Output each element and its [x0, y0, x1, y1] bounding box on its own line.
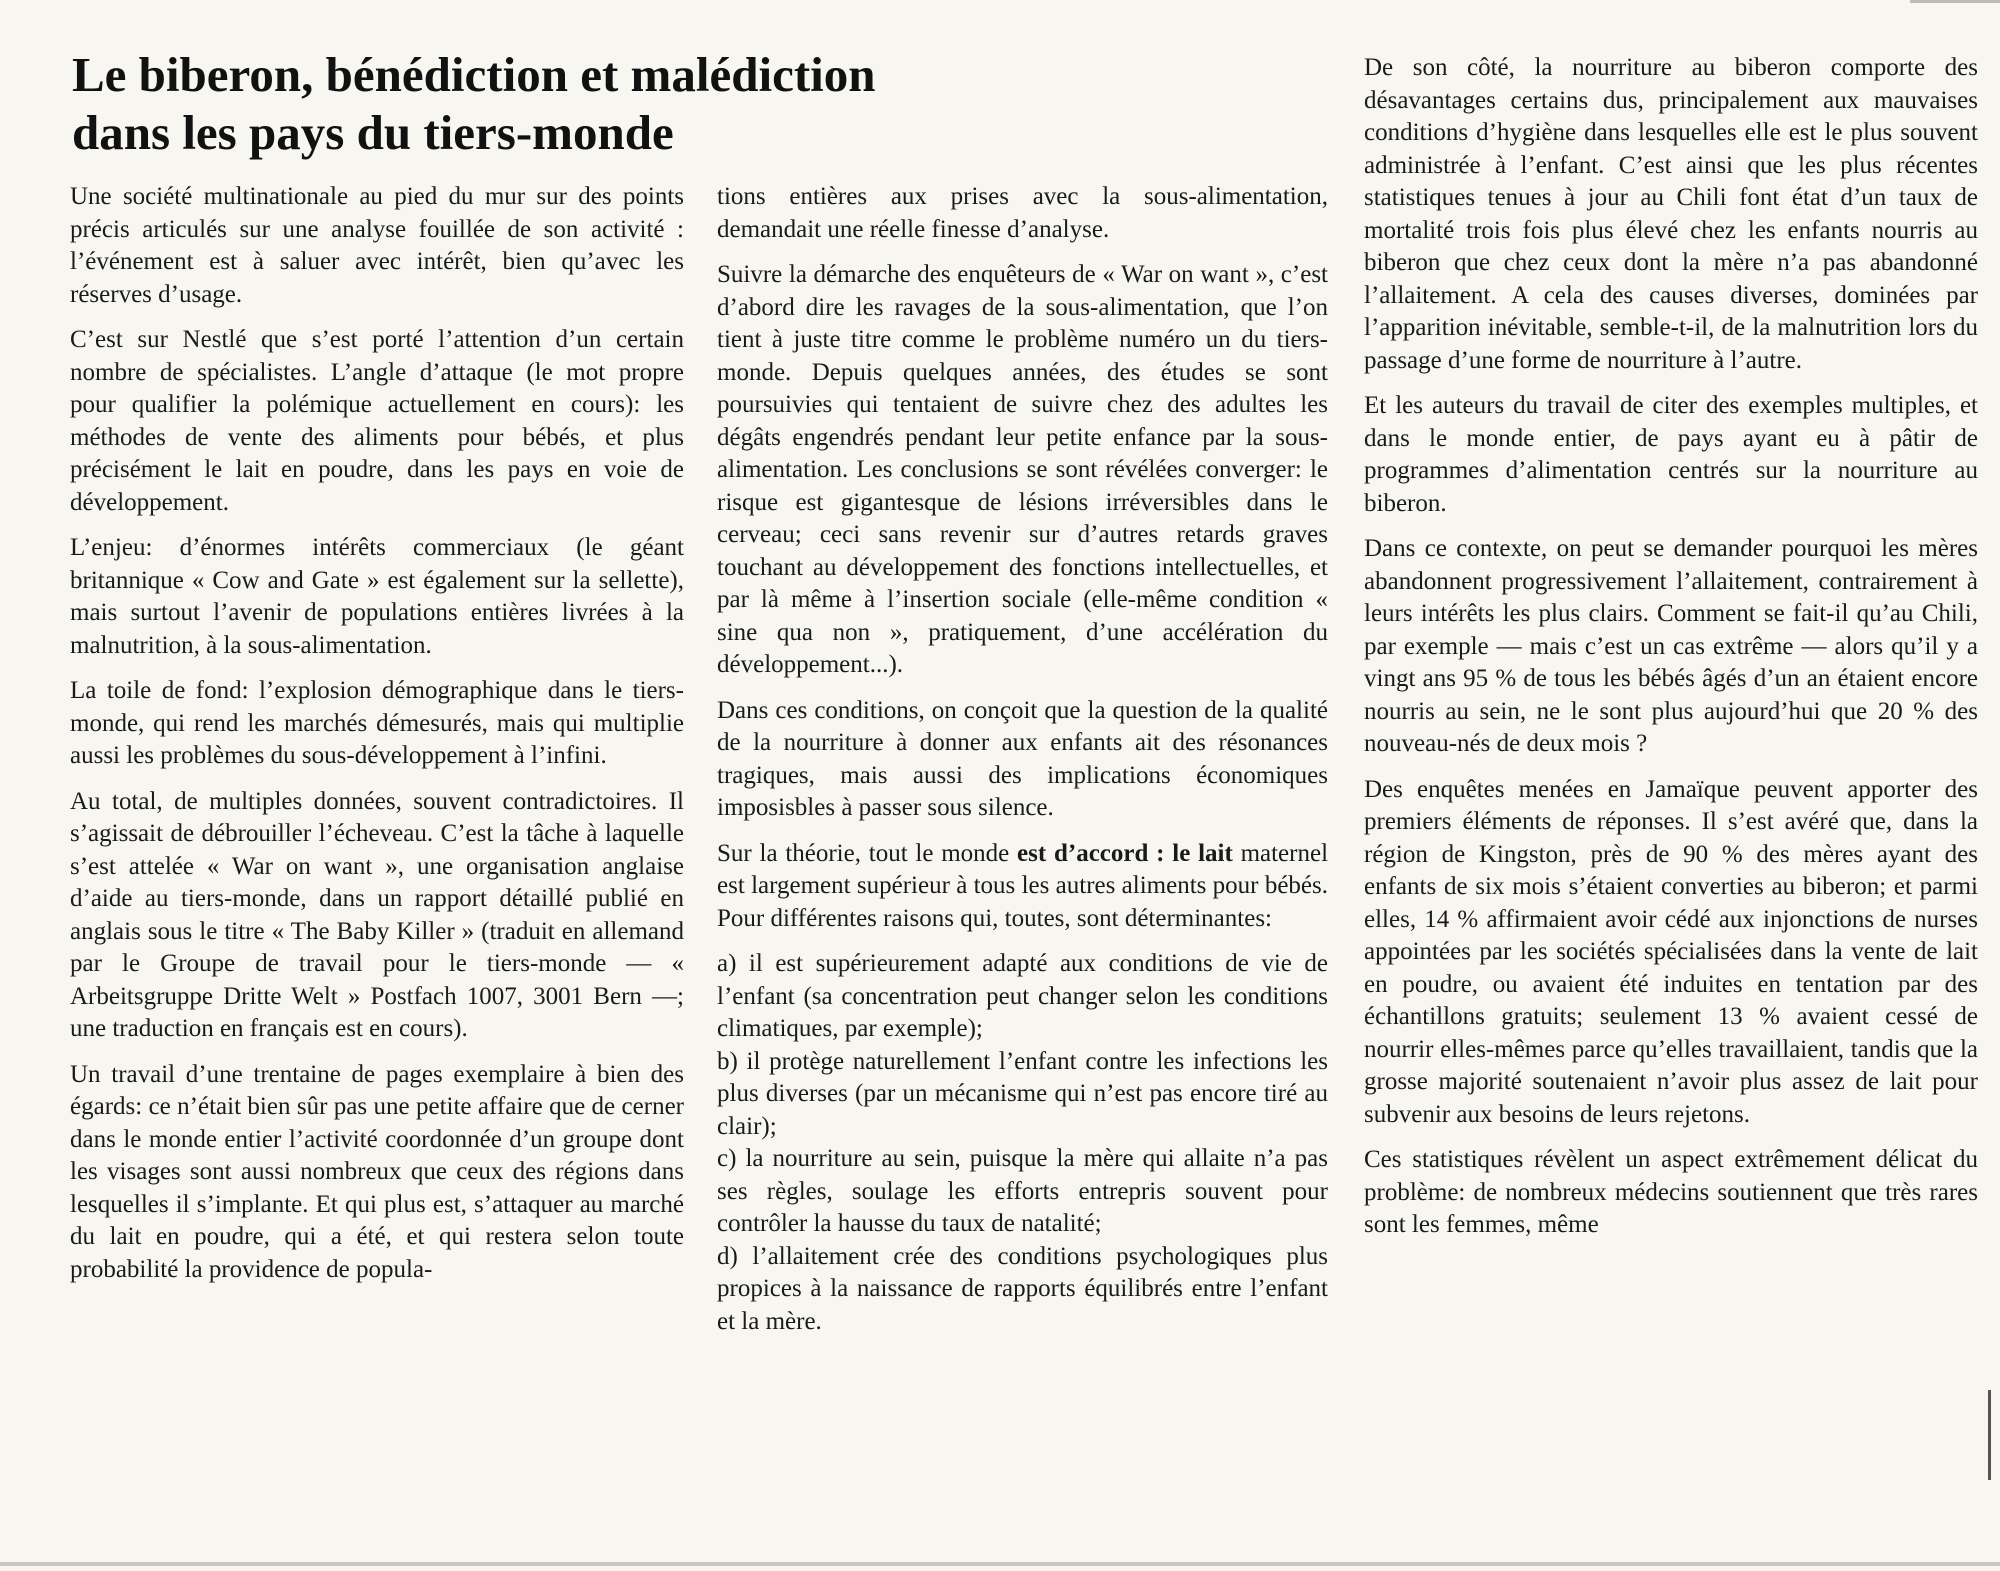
- paragraph: Des enquêtes menées en Jamaïque peuvent apporter des premiers éléments de réponses. Il s’est avéré que, dans la région de Kingston, près de 90 % des mères ayant des enfants de six mois s’étaient converties au biberon; et parmi elles, 14 % affirmaient avoir cédé aux injonctions de nurses appointées par les sociétés spécialisées dans la vente de lait en poudre, ou avaient été induites en tentation par des échantillons gratuits; seulement 13 % avaient cessé de nourrir elles-mêmes parce qu’elles travaillaient, tandis que la grosse majorité soutenaient n’avoir plus assez de lait pour subvenir aux besoins de leurs rejetons.: [1364, 775, 1978, 1128]
- paragraph: Ces statistiques révèlent un aspect extrêmement délicat du problème: de nombreux médecins soutiennent que très rares sont les femmes, même: [1364, 1146, 1978, 1238]
- bottom-edge-rule: [0, 1562, 2000, 1566]
- list-item-b: b) il protège naturellement l’enfant contre les infections les plus diverses (par un mécanisme qui n’est pas encore tiré au clair);: [717, 1047, 1328, 1140]
- paragraph: Suivre la démarche des enquêteurs de « War on want », c’est d’abord dire les ravages de la sous-alimentation, que l’on tient à juste titre comme le problème numéro un du tiers-monde. Depuis quelques années, des études se sont poursuivies qui tentaient de suivre chez des adultes les dégâts engendrés pendant leur petite enfance par la sous-alimentation. Les conclusions se sont révélées converger: le risque est gigantesque de lésions irréversibles dans le cerveau; ceci sans revenir sur d’autres retards graves touchant au développement des fonctions intellectuelles, et par là même à l’insertion sociale (elle-même condition « sine qua non », pratiquement, d’une accélération du développement...).: [717, 261, 1328, 678]
- article-title-line-2: dans les pays du tiers-monde: [72, 105, 674, 160]
- text-run: Sur la théorie, tout le monde: [717, 839, 1018, 867]
- paragraph: Au total, de multiples données, souvent contradictoires. Il s’agissait de débrouiller l’écheveau. C’est la tâche à laquelle s’est attelée « War on want », une organisation anglaise d’aide au tiers-monde, dans un rapport détaillé publié en anglais sous le titre « The Baby Killer » (traduit en allemand par le Groupe de travail pour le tiers-monde — « Arbeitsgruppe Dritte Welt » Postfach 1007, 3001 Bern —; une traduction en français est en cours).: [70, 787, 684, 1042]
- paragraph: Un travail d’une trentaine de pages exemplaire à bien des égards: ce n’était bien sûr pas une petite affaire que de cerner dans le monde entier l’activité coordonnée d’un groupe dont les visages sont aussi nombreux que ceux des régions dans lesquelles il s’implante. Et qui plus est, s’attaquer au marché du lait en poudre, qui a été, et qui restera selon toute probabilité la providence de popula-: [70, 1060, 684, 1283]
- paragraph: [717, 838, 1328, 936]
- paragraph: De son côté, la nourriture au biberon comporte des désavantages certains dus, principalement aux mauvaises conditions d’hygiène dans lesquelles elle est le plus souvent administrée à l’enfant. C’est ainsi que les plus récentes statistiques tenues à jour au Chili font état d’un taux de mortalité trois fois plus élevé chez les enfants nourris au biberon que chez ceux dont la mère n’a pas abandonné l’allaitement. A cela des causes diverses, dominées par l’apparition inévitable, semble-t-il, de la malnutrition lors du passage d’une forme de nourriture à l’autre.: [1364, 54, 1978, 374]
- paragraph: L’enjeu: d’énormes intérêts commerciaux (le géant britannique « Cow and Gate » est également sur la sellette), mais surtout l’avenir de populations entières livrées à la malnutrition, à la sous-alimentation.: [70, 534, 684, 659]
- emphasized-text: est d’accord : le lait: [1017, 839, 1233, 867]
- article-column-1: [70, 181, 684, 1299]
- article-column-2: [717, 181, 1328, 1338]
- paragraph: Et les auteurs du travail de citer des exemples multiples, et dans le monde entier, de pays ayant eu à pâtir de programmes d’alimentation centrés sur la nourriture au biberon.: [1364, 392, 1978, 517]
- paragraph: C’est sur Nestlé que s’est porté l’attention d’un certain nombre de spécialistes. L’angle d’attaque (le mot propre pour qualifier la polémique actuellement en cours): les méthodes de vente des aliments pour bébés, et plus précisément le lait en poudre, dans les pays en voie de développement.: [70, 326, 684, 516]
- text-run: maternel est largement supérieur à tous les autres aliments pour bébés. Pour différentes raisons qui, toutes, sont déterminantes:: [717, 839, 1329, 932]
- list-item-d: d) l’allaitement crée des conditions psychologiques plus propices à la naissance de rapports équilibrés entre l’enfant et la mère.: [717, 1242, 1328, 1335]
- article-title: [72, 46, 932, 162]
- top-edge-rule: [1910, 0, 2000, 3]
- paragraph: La toile de fond: l’explosion démographique dans le tiers-monde, qui rend les marchés démesurés, mais qui multiplie aussi les problèmes du sous-développement à l’infini.: [70, 677, 684, 769]
- paragraph: Dans ce contexte, on peut se demander pourquoi les mères abandonnent progressivement l’allaitement, contrairement à leurs intérêts les plus clairs. Comment se fait-il qu’au Chili, par exemple — mais c’est un cas extrême — alors qu’il y a vingt ans 95 % de tous les bébés âgés d’un an étaient encore nourris au sein, ne le sont plus aujourd’hui que 20 % des nouveau-nés de deux mois ?: [1364, 535, 1978, 757]
- article-title-line-1: Le biberon, bénédiction et malédiction: [72, 47, 876, 102]
- paragraph: Dans ces conditions, on conçoit que la question de la qualité de la nourriture à donner aux enfants ait des résonances tragiques, mais aussi des implications économiques imposisbles à passer sous silence.: [717, 696, 1328, 821]
- article-column-3: [1364, 52, 1978, 1255]
- list-item-a: a) il est supérieurement adapté aux conditions de vie de l’enfant (sa concentration peut changer selon les conditions climatiques, par exemple);: [717, 950, 1328, 1042]
- page-edge-mark: [1988, 1390, 1991, 1480]
- list-item-c: c) la nourriture au sein, puisque la mère qui allaite n’a pas ses règles, soulage les efforts entrepris souvent pour contrôler la hausse du taux de natalité;: [717, 1145, 1328, 1237]
- paragraph: Une société multinationale au pied du mur sur des points précis articulés sur une analyse fouillée de son activité : l’événement est à saluer avec intérêt, bien qu’avec les réserves d’usage.: [70, 183, 684, 308]
- paragraph: tions entières aux prises avec la sous-alimentation, demandait une réelle finesse d’analyse.: [717, 183, 1328, 243]
